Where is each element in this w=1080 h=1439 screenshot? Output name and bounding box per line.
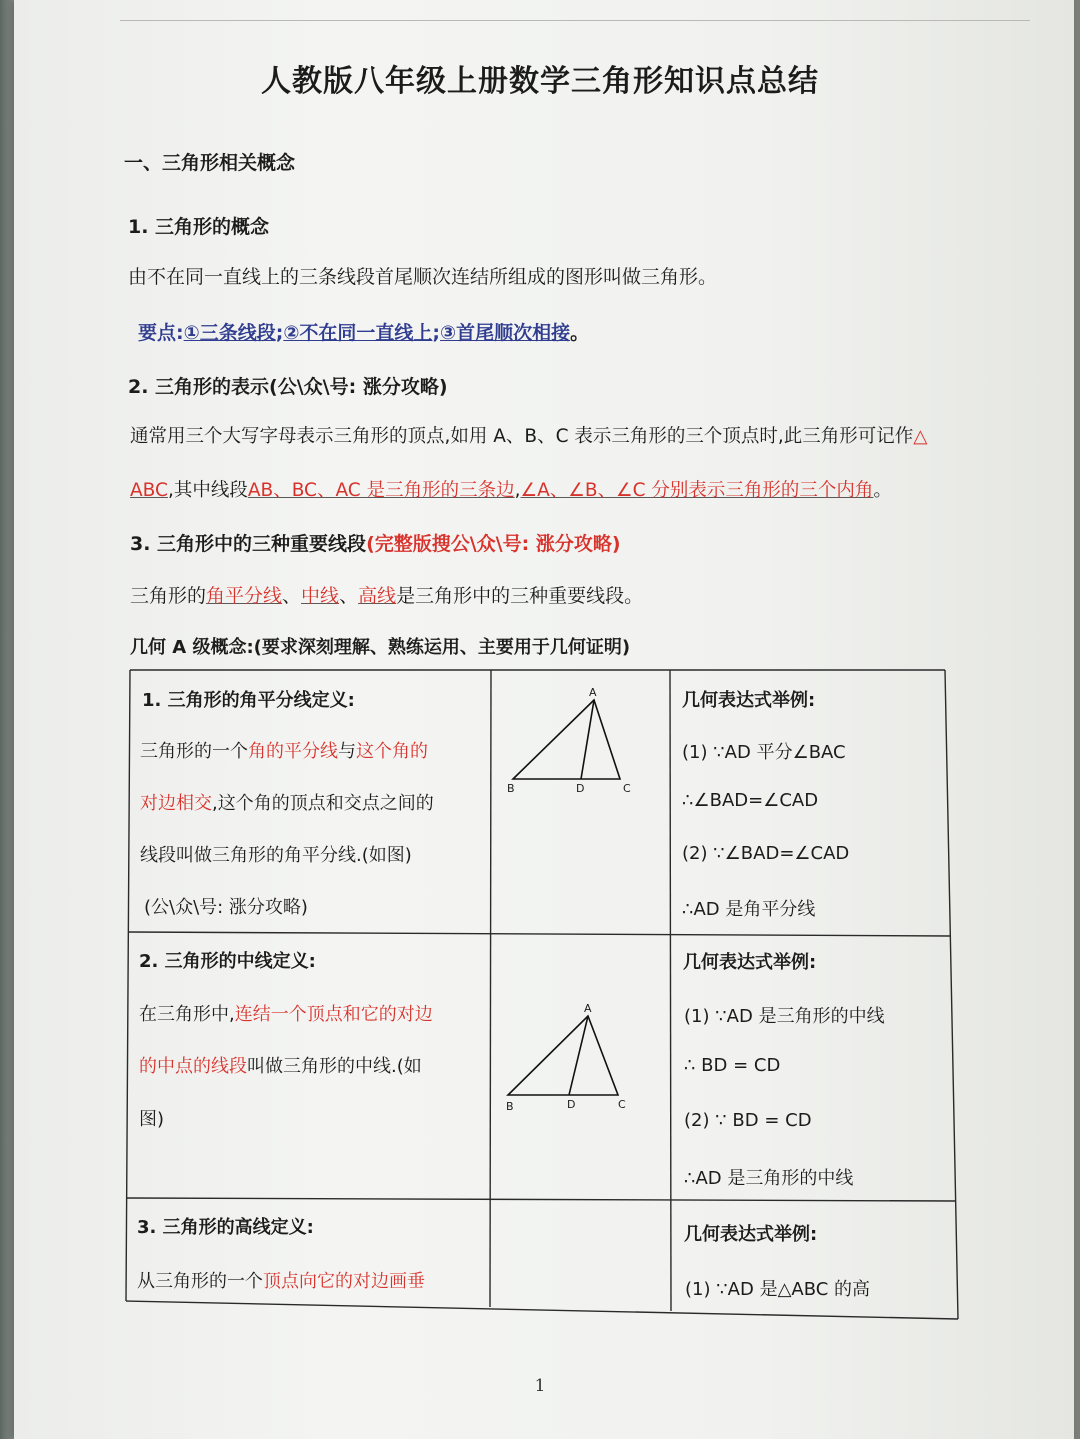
- row-highlight: 这个角的: [356, 741, 428, 762]
- keypoint-item: ③首尾顺次相接: [440, 322, 571, 344]
- row-2-expr-3: (2) ∵ BD = CD: [684, 1110, 812, 1131]
- vertex-label-c: C: [623, 782, 631, 795]
- subsection-3-note: (完整版搜公\众\号: 涨分攻略): [366, 533, 621, 555]
- notation-text: 。: [873, 480, 892, 501]
- paragraph-concept: 由不在同一直线上的三条线段首尾顺次连结所组成的图形叫做三角形。: [128, 266, 718, 288]
- section-heading: 一、三角形相关概念: [124, 152, 296, 174]
- row-text: ,这个角的顶点和交点之间的: [212, 793, 434, 814]
- paragraph-notation-line1: [130, 422, 928, 448]
- row-2-heading: 2. 三角形的中线定义:: [139, 951, 316, 972]
- row-2-expr-title: 几何表达式举例:: [683, 952, 817, 973]
- row-1-line-2: [140, 789, 434, 815]
- subsection-1-heading: 1. 三角形的概念: [128, 216, 270, 238]
- row-1-line-4: (公\众\号: 涨分攻略): [144, 897, 308, 918]
- page-title: 人教版八年级上册数学三角形知识点总结: [261, 64, 819, 99]
- segments-text: 、: [339, 585, 359, 607]
- row-1-heading: 1. 三角形的角平分线定义:: [142, 690, 355, 711]
- row-highlight: 连结一个顶点和它的对边: [234, 1004, 433, 1025]
- row-2-line-1: [139, 1000, 433, 1026]
- header-rule: [120, 20, 1030, 21]
- term-altitude: 高线: [358, 585, 397, 607]
- row-2-expr-1: (1) ∵AD 是三角形的中线: [684, 1006, 885, 1027]
- row-2-line-3: 图): [139, 1109, 165, 1130]
- row-text: 从三角形的一个: [137, 1271, 263, 1292]
- row-1-expr-2: ∴∠BAD=∠CAD: [682, 790, 819, 811]
- notation-abc: ABC: [130, 480, 168, 501]
- subsection-3-heading: [130, 529, 621, 556]
- term-angle-bisector: 角平分线: [206, 585, 283, 607]
- vertex-label-b: B: [506, 1100, 514, 1113]
- binder-edge: [0, 0, 14, 1439]
- subsection-2-heading: 2. 三角形的表示(公\众\号: 涨分攻略): [128, 376, 448, 398]
- row-3-expr-1: (1) ∵AD 是△ABC 的高: [685, 1279, 871, 1300]
- vertex-label-d: D: [567, 1098, 576, 1111]
- row-1-line-3: 线段叫做三角形的角平分线.(如图): [140, 845, 412, 866]
- notation-angles: ∠A、∠B、∠C 分别表示三角形的三个内角: [520, 480, 874, 501]
- row-1-expr-4: ∴AD 是角平分线: [682, 899, 816, 920]
- segments-text: 是三角形中的三种重要线段。: [396, 585, 644, 607]
- vertex-label-d: D: [576, 782, 585, 795]
- row-2-line-2: [139, 1052, 422, 1078]
- row-highlight: 顶点向它的对边画垂: [263, 1271, 425, 1292]
- vertex-label-a: A: [584, 1002, 592, 1015]
- row-1-line-1: [140, 737, 428, 763]
- vertex-label-b: B: [507, 782, 515, 795]
- segments-text: 三角形的: [130, 585, 207, 607]
- segments-text: 、: [282, 585, 302, 607]
- notation-sides: AB、BC、AC 是三角形的三条边: [247, 480, 515, 501]
- keypoint-sep: ;: [275, 322, 284, 344]
- subsection-3-title: 3. 三角形中的三种重要线段: [130, 533, 367, 555]
- keypoint-sep: ;: [432, 322, 441, 344]
- row-text: 三角形的一个: [140, 741, 248, 762]
- row-3-heading: 3. 三角形的高线定义:: [137, 1217, 314, 1238]
- row-1-expr-3: (2) ∵∠BAD=∠CAD: [682, 843, 850, 864]
- row-highlight: 对边相交: [140, 793, 212, 814]
- notation-text: ,: [514, 480, 521, 501]
- row-2-expr-2: ∴ BD = CD: [684, 1055, 781, 1076]
- page-number: 1: [534, 1376, 546, 1396]
- triangle-symbol: △: [913, 426, 928, 447]
- row-1-expr-1: (1) ∵AD 平分∠BAC: [682, 742, 846, 763]
- row-text: 与: [338, 741, 356, 762]
- row-1-expr-title: 几何表达式举例:: [682, 690, 816, 711]
- row-text: 叫做三角形的中线.(如: [247, 1056, 422, 1077]
- notation-text: 通常用三个大写字母表示三角形的顶点,如用 A、B、C 表示三角形的三个顶点时,此三角形可记作: [130, 426, 914, 447]
- keypoint-item: ①三条线段: [183, 322, 276, 344]
- row-3-expr-title: 几何表达式举例:: [684, 1224, 818, 1245]
- keypoint-label: 要点:: [138, 322, 184, 344]
- row-highlight: 角的平分线: [248, 741, 338, 762]
- keypoint-end: 。: [570, 322, 590, 344]
- paragraph-segments: [130, 581, 643, 608]
- concept-a-note: 几何 A 级概念:(要求深刻理解、熟练运用、主要用于几何证明): [130, 637, 631, 658]
- vertex-label-a: A: [589, 686, 597, 699]
- keypoint-item: ②不在同一直线上: [283, 322, 433, 344]
- vertex-label-c: C: [618, 1098, 626, 1111]
- row-highlight: 的中点的线段: [139, 1056, 247, 1077]
- paragraph-notation-line2: [130, 476, 892, 502]
- row-3-line-1: [137, 1267, 425, 1293]
- notation-text: ,其中线段: [167, 480, 248, 501]
- term-median: 中线: [301, 585, 340, 607]
- row-text: 在三角形中,: [139, 1004, 235, 1025]
- keypoint-line: [138, 318, 589, 345]
- row-2-expr-4: ∴AD 是三角形的中线: [684, 1168, 854, 1189]
